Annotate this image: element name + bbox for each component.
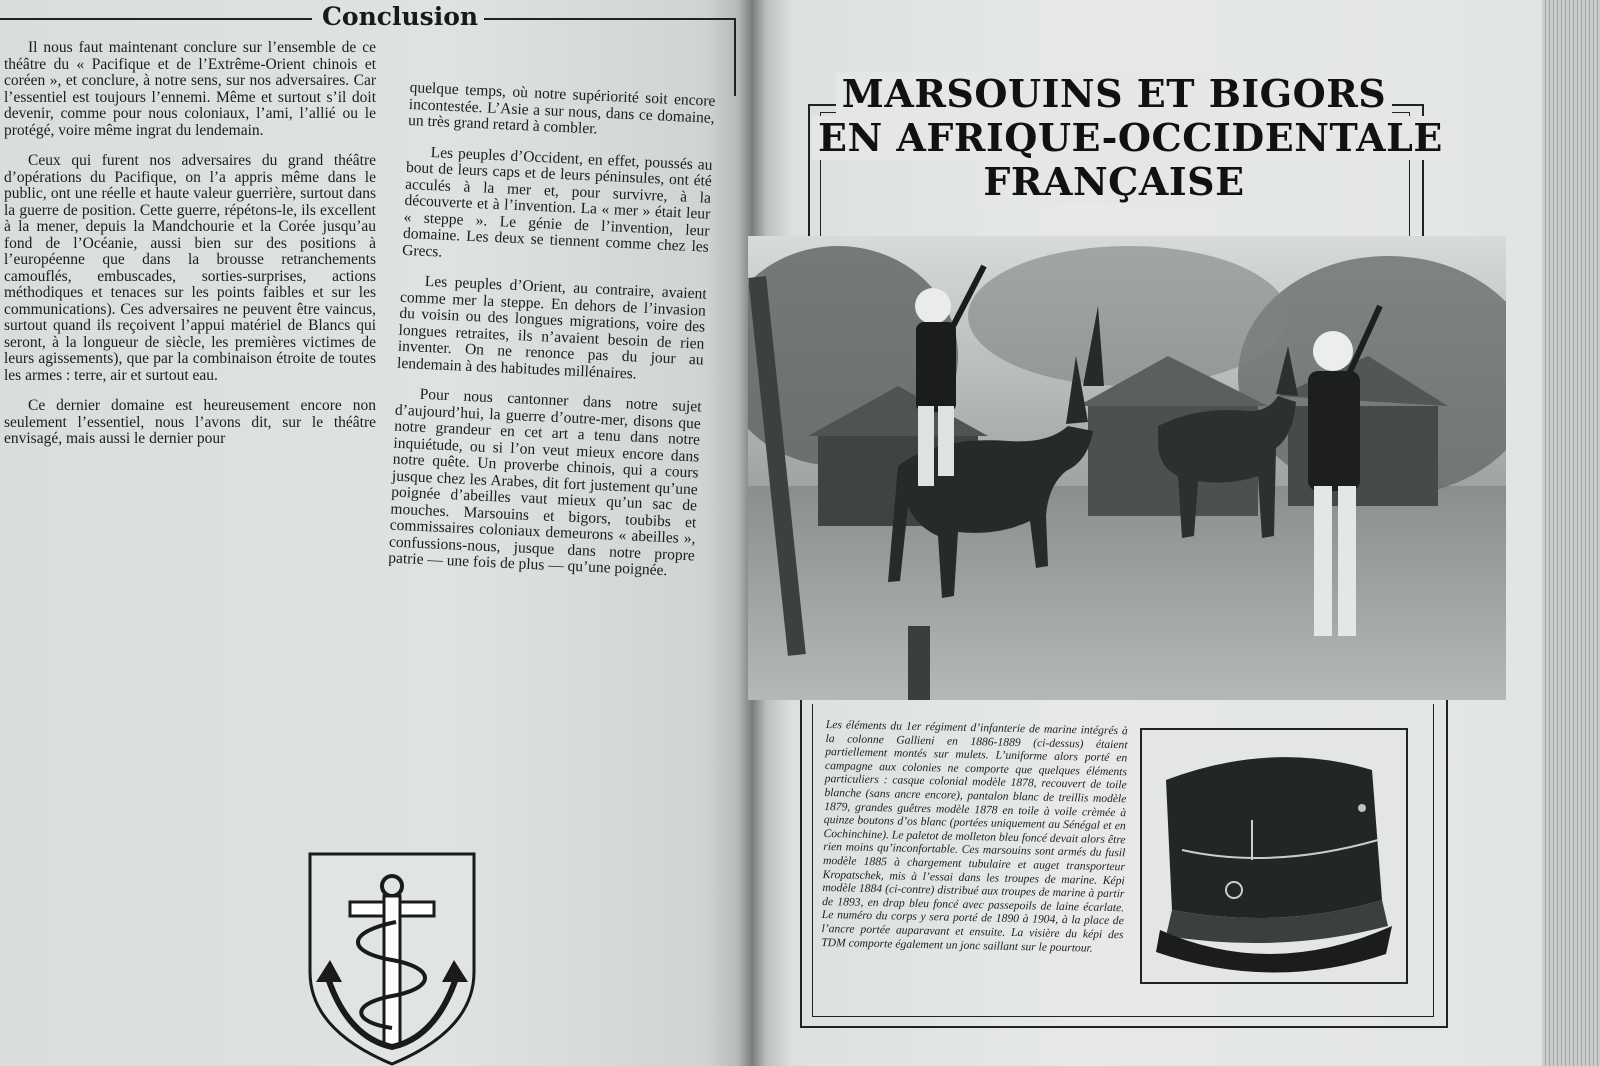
text-column-2 xyxy=(387,80,715,595)
text-column-1 xyxy=(4,40,376,462)
title-line-2: EN AFRIQUE-OCCIDENTALE xyxy=(812,116,1449,160)
anchor-crest-icon xyxy=(306,852,478,1066)
paragraph: Ce dernier domaine est heureusement encore non seulement l’essentiel, nous l’avons dit, sur le théâtre envisagé, mais aussi le dernier pour xyxy=(4,397,376,447)
header-rule-left xyxy=(0,18,312,20)
photo-caption: Les éléments du 1er régiment d’infanterie de marine intégrés à la colonne Gallieni en 1886-1889 (ci-dessus) étaient partiellement montés sur mulets. L’uniforme alors porté en campagne aux colonies ne comporte que quelques éléments particuliers : casque colonial modèle 1878, recouvert de toile blanche (sans ancre encore), pantalon blanc de treillis modèle 1879, grandes guêtres modèle 1878 en toile à voile crèmée à quinze boutons d’os blanc (portées uniquement au Sénégal et en Cochinchine). Le paletot de molleton bleu foncé devait alors être rien moins qu’inconfortable. Ces marsouins sont armés du fusil modèle 1885 à chargement tubulaire et auget transporteur Kropatschek, mis à l’essai dans les troupes de marine. Képi modèle 1884 (ci-contre) distribué aux troupes de marine à partir de 1893, en drap bleu foncé avec passepoils de laine écarlate. Le numéro du corps y sera porté de 1890 à 1904, à la place de l’ancre portée auparavant et ensuite. La visière du képi des TDM comporte également un jonc saillant sur le pourtour. xyxy=(821,718,1128,955)
paragraph: Il nous faut maintenant conclure sur l’ensemble de ce théâtre du « Pacifique et de l’Extrême-Orient chinois et coréen », et conclure, à notre sens, sur nos adversaires. Car l’essentiel est toujours l’ennemi. Même et surtout s’il doit devenir, comme pour nous coloniaux, l’ami, l’allié ou le protégé, voire même ingrat du lendemain. xyxy=(4,39,376,139)
paragraph: Pour nous cantonner dans notre sujet d’aujourd’hui, la guerre d’outre-mer, disons que notre grandeur en cet art a tenu dans notre inquiétude, ou si l’on veut mieux encore dans notre quête. Un proverbe chinois, qui a cours jusque chez les Arabes, dit fort justement qu’une poignée d’abeilles vaut mieux qu’un sac de mouches. Marsouins et bigors, toubibs et commissaires coloniaux demeurons « abeilles », confussions-nous, jusque dans notre propre patrie — une fois de plus — qu’une poignée. xyxy=(387,385,702,580)
historical-photo-marines-with-mules xyxy=(748,236,1506,700)
paragraph: quelque temps, où notre supériorité soit encore incontestée. L’Asie a sur nous, dans ce domaine, un très grand retard à combler. xyxy=(407,79,716,138)
kepi-photo xyxy=(1142,730,1406,982)
title-line-1: MARSOUINS ET BIGORS xyxy=(836,72,1392,116)
section-title: Conclusion xyxy=(322,2,479,31)
paragraph: Ceux qui furent nos adversaires du grand théâtre d’opérations du Pacifique, on l’a appris même dans le public, ont une réelle et haute valeur guerrière, surtout dans la guerre de position. Cette guerre, répétons-le, ils excellent à la mener, depuis la Mandchourie et la Corée jusqu’au fond de l’Océanie, aussi bien sur des positions à l’européenne que dans la brousse retranchements camouflés, embuscades, sorties-surprises, actions méthodiques et tenaces sur les points faibles et sur les communications). Ces adversaires ne peuvent être vaincus, surtout quand ils reçoivent l’appui matériel de Blancs qui seront, à la longueur de siècle, les premières victimes de leurs agissements), que par la combinaison étroite de toutes les armes : terre, air et surtout eau. xyxy=(4,152,376,384)
header-rule-corner xyxy=(734,18,736,96)
paragraph: Les peuples d’Orient, au contraire, avaient comme mer la steppe. En dehors de l’invasion du voisin ou des longues migrations, voire des longues retraites, ils n’avaient besoin de rien inventer. On ne renonce pas du jour au lendemain à des habitudes millénaires. xyxy=(396,272,707,383)
article-title xyxy=(812,71,1443,204)
kepi-photo-frame xyxy=(1140,728,1408,984)
header-rule-right xyxy=(484,18,734,20)
page-edges xyxy=(1542,0,1600,1066)
paragraph: Les peuples d’Occident, en effet, poussés au bout de leurs caps et de leurs péninsules, ont été acculés à la mer et, pour survivre, à la découverte et à l’invention. La « mer » était leur « steppe ». Le génie de l’invention, leur domaine. Les deux se tiennent comme chez les Grecs. xyxy=(401,143,713,261)
title-line-3: FRANÇAISE xyxy=(977,160,1250,204)
